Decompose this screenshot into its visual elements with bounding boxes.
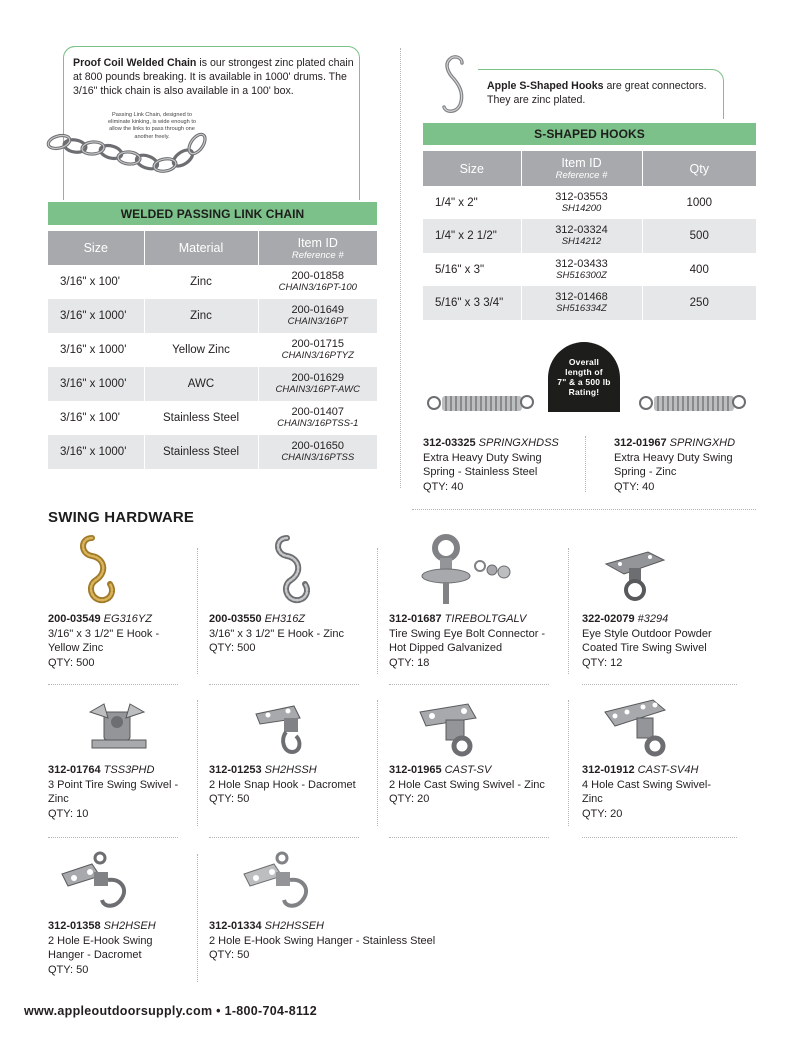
product-qty: QTY: 12 <box>582 656 623 669</box>
product-reference: TIREBOLTGALV <box>444 613 527 625</box>
chain-item-id <box>258 367 377 401</box>
product-reference: CAST-SV4H <box>637 764 699 776</box>
footer-contact: www.appleoutdoorsupply.com • 1-800-704-8112 <box>24 1004 318 1018</box>
chain-item-code: 200-01649 <box>291 304 345 316</box>
row2-divider <box>377 700 378 826</box>
hook-size: 5/16" x 3" <box>423 253 521 286</box>
product-card-eye-swivel <box>582 612 752 670</box>
eye-bolt-connector-image <box>418 532 518 608</box>
hook-item-code: 312-01468 <box>555 291 608 303</box>
hooks-table <box>423 151 756 320</box>
product-card-3-point-swivel <box>48 763 198 821</box>
hooks-col-size: Size <box>423 151 521 186</box>
chain-col-item-id-label: Item ID <box>297 235 338 250</box>
product-description: 3/16" x 3 1/2" E Hook - Zinc <box>209 627 344 640</box>
table-row <box>423 219 756 253</box>
table-row <box>48 299 377 333</box>
spring-stainless-card <box>423 436 593 494</box>
chain-material: AWC <box>144 367 258 401</box>
table-row <box>48 265 377 299</box>
product-id: 312-01965 <box>389 764 442 776</box>
row1-rule <box>209 684 359 685</box>
product-card-e-hook-zinc <box>209 612 379 656</box>
product-id: 200-03550 <box>209 613 262 625</box>
product-id: 312-01334 <box>209 920 262 932</box>
product-qty: QTY: 500 <box>48 656 95 669</box>
product-qty: QTY: 20 <box>389 793 430 805</box>
product-qty: QTY: 50 <box>48 963 89 976</box>
product-description: Spring - Stainless Steel <box>423 466 538 478</box>
product-description: Yellow Zinc <box>48 642 104 654</box>
hook-size: 1/4" x 2 1/2" <box>423 219 521 253</box>
product-qty: QTY: 500 <box>209 642 256 654</box>
e-hook-yellow-zinc-image <box>70 532 130 608</box>
e-hook-zinc-image <box>265 532 325 608</box>
spring-zinc-card <box>614 436 764 494</box>
rating-line: length of <box>565 367 603 377</box>
chain-callout-title: Proof Coil Welded Chain <box>73 57 197 69</box>
product-id: 312-01764 <box>48 764 101 776</box>
product-qty: QTY: 50 <box>209 793 250 805</box>
chain-reference: CHAIN3/16PT-AWC <box>275 384 360 395</box>
table-row <box>48 367 377 401</box>
product-description: 4 Hole Cast Swing Swivel- <box>582 778 711 791</box>
row1-rule <box>48 684 178 685</box>
product-qty: QTY: 18 <box>389 656 430 669</box>
hook-qty: 400 <box>689 263 709 276</box>
chain-size: 3/16" x 1000' <box>48 333 144 367</box>
row1-rule <box>389 684 549 685</box>
chain-item-code: 200-01650 <box>291 440 345 452</box>
product-reference: EH316Z <box>264 613 306 625</box>
hook-item-id <box>521 253 642 286</box>
chain-size: 3/16" x 1000' <box>48 435 144 469</box>
product-reference: CAST-SV <box>444 764 492 776</box>
rating-line: Rating! <box>568 387 600 397</box>
row1-divider <box>568 548 569 674</box>
product-reference: SH2HSEH <box>103 920 156 932</box>
product-description: Coated Tire Swing Swivel <box>582 642 707 654</box>
chain-material: Stainless Steel <box>144 401 258 435</box>
product-qty: QTY: 40 <box>423 480 464 493</box>
chain-table-title: WELDED PASSING LINK CHAIN <box>48 202 377 225</box>
product-description: Hanger - Dacromet <box>48 949 142 961</box>
product-description: Spring - Zinc <box>614 466 677 478</box>
hooks-col-item-id-label: Item ID <box>561 156 602 170</box>
hook-reference: SH14212 <box>561 236 602 247</box>
2-hole-cast-swivel-image <box>418 702 498 762</box>
chain-material: Zinc <box>144 299 258 333</box>
table-row <box>48 435 377 469</box>
table-row <box>423 186 756 219</box>
product-qty: QTY: 20 <box>582 807 623 820</box>
3-point-tire-swivel-image <box>86 696 156 756</box>
chain-size: 3/16" x 100' <box>48 401 144 435</box>
hooks-table-title: S-SHAPED HOOKS <box>423 123 756 145</box>
product-id: 312-01358 <box>48 920 101 932</box>
hook-reference: SH14200 <box>561 202 602 214</box>
chain-reference: CHAIN3/16PT <box>287 316 348 327</box>
hook-qty: 500 <box>642 219 756 253</box>
product-description: 3 Point Tire Swing Swivel - <box>48 778 179 791</box>
chain-size: 3/16" x 1000' <box>48 299 144 333</box>
product-description: 2 Hole Snap Hook - Dacromet <box>209 778 356 791</box>
product-description: 2 Hole E-Hook Swing <box>48 934 153 947</box>
product-id: 312-01687 <box>389 613 442 625</box>
hook-size: 1/4" x 2" <box>423 186 521 219</box>
product-qty: QTY: 40 <box>614 480 655 493</box>
spring-rule <box>412 509 756 510</box>
product-description: Zinc <box>48 793 69 805</box>
chain-item-code: 200-01407 <box>291 406 345 418</box>
product-id: 322-02079 <box>582 613 635 625</box>
4-hole-cast-swivel-image <box>603 696 683 760</box>
chain-size: 3/16" x 1000' <box>48 367 144 401</box>
rating-line: 7" & a 500 lb <box>557 377 611 387</box>
chain-callout-text <box>73 56 358 98</box>
chain-callout-body: is our strongest zinc plated chain at 800 pounds breaking. It is available in 1000' drums. The 3/16" thick chain is also available in a 100' box. <box>73 57 354 97</box>
product-id: 312-01912 <box>582 764 635 776</box>
table-row <box>423 286 756 320</box>
row2-rule <box>48 837 178 838</box>
rating-badge <box>548 342 620 412</box>
e-hook-hanger-dacromet-image <box>58 852 142 916</box>
product-reference: EG316YZ <box>103 613 152 625</box>
chain-item-id <box>258 333 377 367</box>
hooks-col-qty: Qty <box>642 151 756 186</box>
chain-item-id <box>258 299 377 333</box>
product-card-eye-bolt <box>389 612 569 670</box>
product-description: Extra Heavy Duty Swing <box>423 451 542 464</box>
hook-item-code: 312-03433 <box>555 257 608 270</box>
product-description: Tire Swing Eye Bolt Connector - <box>389 627 546 640</box>
hooks-callout-title: Apple S-Shaped Hooks <box>487 80 604 92</box>
table-row <box>48 401 377 435</box>
chain-item-id <box>258 265 377 299</box>
hooks-col-item-id <box>521 151 642 186</box>
product-id: 312-03325 <box>423 437 476 449</box>
hooks-callout-body: are great connectors. They are zinc plated. <box>487 80 707 106</box>
product-id: 312-01253 <box>209 764 262 776</box>
chain-reference: CHAIN3/16PTSS-1 <box>277 418 359 429</box>
hooks-callout-text <box>487 79 717 107</box>
chain-col-reference-label: Reference # <box>291 249 344 261</box>
product-card-e-hook-yellow <box>48 612 198 670</box>
product-description: 3/16" x 3 1/2" E Hook - <box>48 627 160 640</box>
chain-col-size: Size <box>48 231 144 265</box>
table-row <box>423 253 756 286</box>
hook-item-code: 312-03324 <box>555 224 608 236</box>
product-reference: SH2HSSH <box>264 764 317 776</box>
product-id: 200-03549 <box>48 613 101 625</box>
row2-rule <box>209 837 359 838</box>
row1-rule <box>582 684 737 685</box>
product-description: 2 Hole Cast Swing Swivel - Zinc <box>389 778 545 791</box>
chain-item-code: 200-01629 <box>291 372 345 384</box>
chain-material: Stainless Steel <box>144 435 258 469</box>
chain-table <box>48 231 377 469</box>
product-description: Zinc <box>582 793 603 805</box>
hook-qty: 1000 <box>686 196 713 209</box>
product-card-cast-swivel <box>389 763 569 807</box>
product-card-snap-hook <box>209 763 379 807</box>
chain-material: Yellow Zinc <box>144 333 258 367</box>
swing-hardware-heading: SWING HARDWARE <box>48 509 195 526</box>
row2-divider <box>197 700 198 826</box>
row2-rule <box>582 837 737 838</box>
spring-zinc-image <box>636 390 746 420</box>
product-description: 2 Hole E-Hook Swing Hanger - Stainless Steel <box>209 934 436 947</box>
chain-size: 3/16" x 100' <box>48 265 144 299</box>
chain-item-code: 200-01715 <box>291 338 345 350</box>
row3-divider <box>197 854 198 982</box>
hook-qty: 250 <box>642 286 756 320</box>
row1-divider <box>197 548 198 674</box>
product-description: Extra Heavy Duty Swing <box>614 451 733 464</box>
product-id: 312-01967 <box>614 437 667 449</box>
chain-material: Zinc <box>144 265 258 299</box>
row2-rule <box>389 837 549 838</box>
rating-line: Overall <box>568 357 600 367</box>
chain-col-material: Material <box>144 231 258 265</box>
chain-reference: CHAIN3/16PTYZ <box>281 350 354 361</box>
hook-item-code: 312-03553 <box>555 190 608 203</box>
row1-divider <box>377 548 378 674</box>
2-hole-snap-hook-image <box>250 700 330 760</box>
chain-reference: CHAIN3/16PTSS <box>281 452 355 463</box>
chain-col-item-id <box>258 231 377 265</box>
e-hook-hanger-stainless-image <box>240 852 324 916</box>
eye-style-tire-swivel-image <box>602 546 672 622</box>
chain-item-code: 200-01858 <box>291 270 345 282</box>
product-reference: SPRINGXHDSS <box>478 437 559 449</box>
hook-item-id <box>521 286 642 320</box>
hook-item-id <box>521 186 642 219</box>
hook-item-id <box>521 219 642 253</box>
product-reference: SPRINGXHD <box>669 437 736 449</box>
hook-size: 5/16" x 3 3/4" <box>423 286 521 320</box>
product-card-e-hook-hanger-stainless <box>209 919 489 963</box>
product-qty: QTY: 10 <box>48 807 89 820</box>
product-reference: TSS3PHD <box>103 764 155 776</box>
hook-reference: SH516334Z <box>556 303 607 314</box>
spring-divider <box>585 436 586 492</box>
hook-reference: SH516300Z <box>556 269 607 281</box>
product-reference: #3294 <box>637 613 669 625</box>
product-card-4-hole-swivel <box>582 763 752 821</box>
product-card-e-hook-hanger-dacromet <box>48 919 198 977</box>
spring-stainless-image <box>424 390 534 420</box>
hooks-col-reference-label: Reference # <box>555 170 608 181</box>
product-description: Hot Dipped Galvanized <box>389 642 503 654</box>
product-qty: QTY: 50 <box>209 949 250 961</box>
s-hook-image <box>436 55 472 117</box>
chain-item-id <box>258 401 377 435</box>
table-row <box>48 333 377 367</box>
chain-reference: CHAIN3/16PT-100 <box>278 282 357 293</box>
chain-image-caption: Passing Link Chain, designed to eliminate kinking, is wide enough to allow the links to pass through one another freely. <box>108 112 196 140</box>
chain-item-id <box>258 435 377 469</box>
top-column-divider <box>400 48 401 488</box>
product-description: Eye Style Outdoor Powder <box>582 627 712 640</box>
product-reference: SH2HSSEH <box>264 920 324 932</box>
row2-divider <box>568 700 569 826</box>
